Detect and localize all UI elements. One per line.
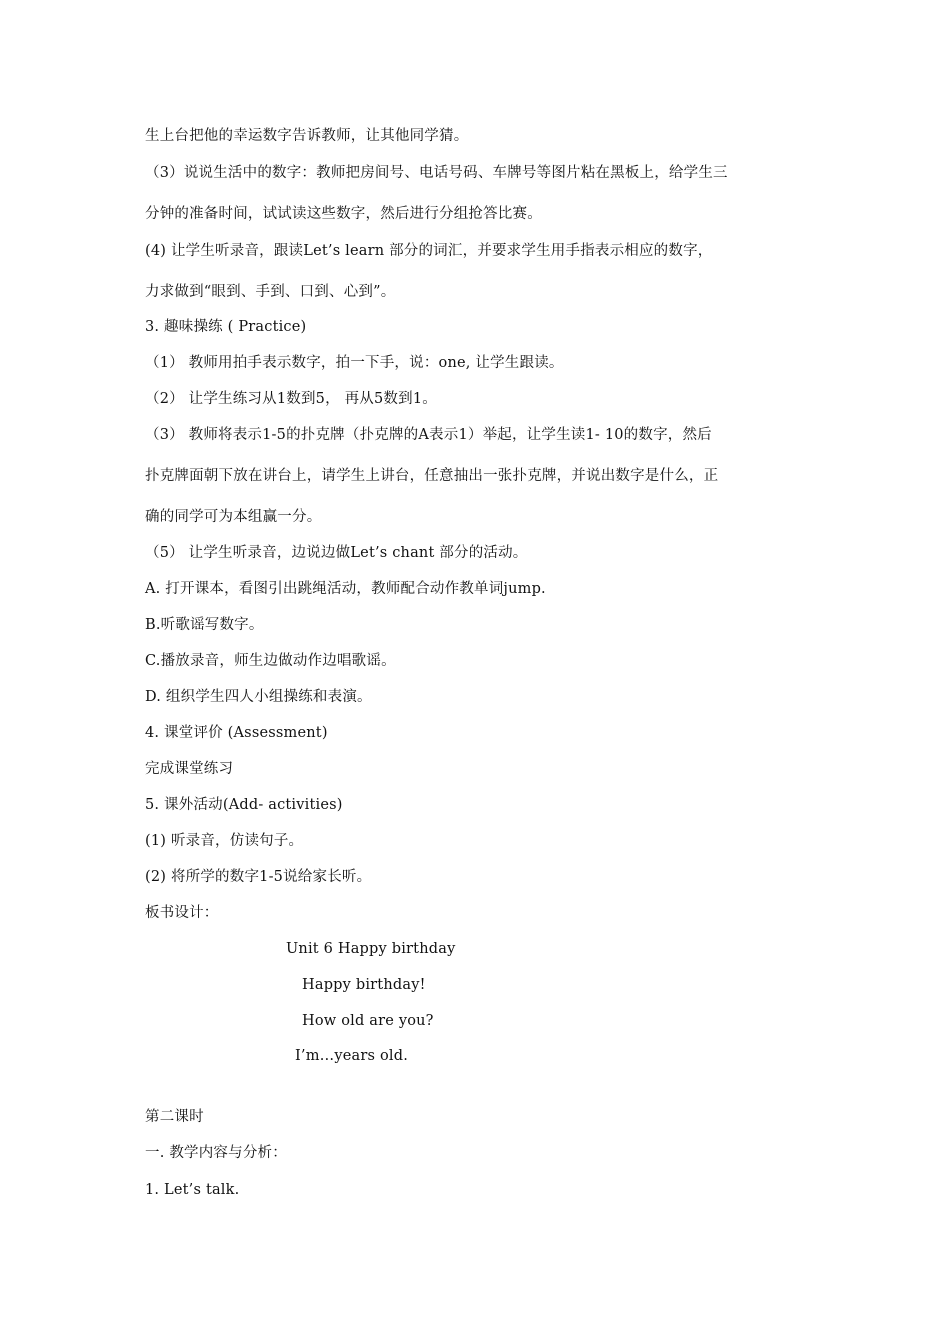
- text-line: 完成课堂练习: [145, 761, 234, 777]
- text-line: 力求做到“眼到、手到、口到、心到”。: [145, 284, 396, 300]
- text-line: 1. Let’s talk.: [145, 1182, 240, 1198]
- text-line: (4) 让学生听录音，跟读Let’s learn 部分的词汇，并要求学生用手指表示相应的数字，: [145, 243, 713, 259]
- section-heading: 4. 课堂评价 (Assessment): [145, 725, 328, 741]
- text-line: （2） 让学生练习从1数到5， 再从5数到1。: [145, 391, 437, 407]
- text-line: 生上台把他的幸运数字告诉教师，让其他同学猜。: [145, 128, 469, 144]
- board-title: Unit 6 Happy birthday: [286, 941, 456, 957]
- text-line: B.听歌谣写数字。: [145, 617, 264, 633]
- text-line: (1) 听录音，仿读句子。: [145, 833, 304, 849]
- text-line: 分钟的准备时间，试试读这些数字，然后进行分组抢答比赛。: [145, 206, 542, 222]
- text-line: D. 组织学生四人小组操练和表演。: [145, 689, 372, 705]
- section-heading: 5. 课外活动(Add- activities): [145, 797, 343, 813]
- text-line: C.播放录音，师生边做动作边唱歌谣。: [145, 653, 396, 669]
- section-heading: 3. 趣味操练 ( Practice): [145, 319, 307, 335]
- text-line: 确的同学可为本组赢一分。: [145, 509, 322, 525]
- lesson-heading: 第二课时: [145, 1109, 204, 1125]
- board-line: Happy birthday!: [302, 977, 426, 993]
- board-line: I’m…years old.: [295, 1048, 409, 1064]
- section-heading: 一. 教学内容与分析：: [145, 1145, 287, 1161]
- text-line: （3）说说生活中的数字：教师把房间号、电话号码、车牌号等图片粘在黑板上，给学生三: [145, 165, 728, 181]
- text-line: （5） 让学生听录音，边说边做Let’s chant 部分的活动。: [145, 545, 528, 561]
- text-line: A. 打开课本，看图引出跳绳活动，教师配合动作教单词jump.: [145, 581, 546, 597]
- text-line: （1） 教师用拍手表示数字，拍一下手，说：one, 让学生跟读。: [145, 355, 564, 371]
- text-line: （3） 教师将表示1-5的扑克牌（扑克牌的A表示1）举起，让学生读1- 10的数字，然后: [145, 427, 712, 443]
- text-line: 板书设计：: [145, 905, 219, 921]
- text-line: 扑克牌面朝下放在讲台上，请学生上讲台，任意抽出一张扑克牌，并说出数字是什么，正: [145, 468, 719, 484]
- board-line: How old are you?: [302, 1013, 434, 1029]
- text-line: (2) 将所学的数字1-5说给家长听。: [145, 869, 372, 885]
